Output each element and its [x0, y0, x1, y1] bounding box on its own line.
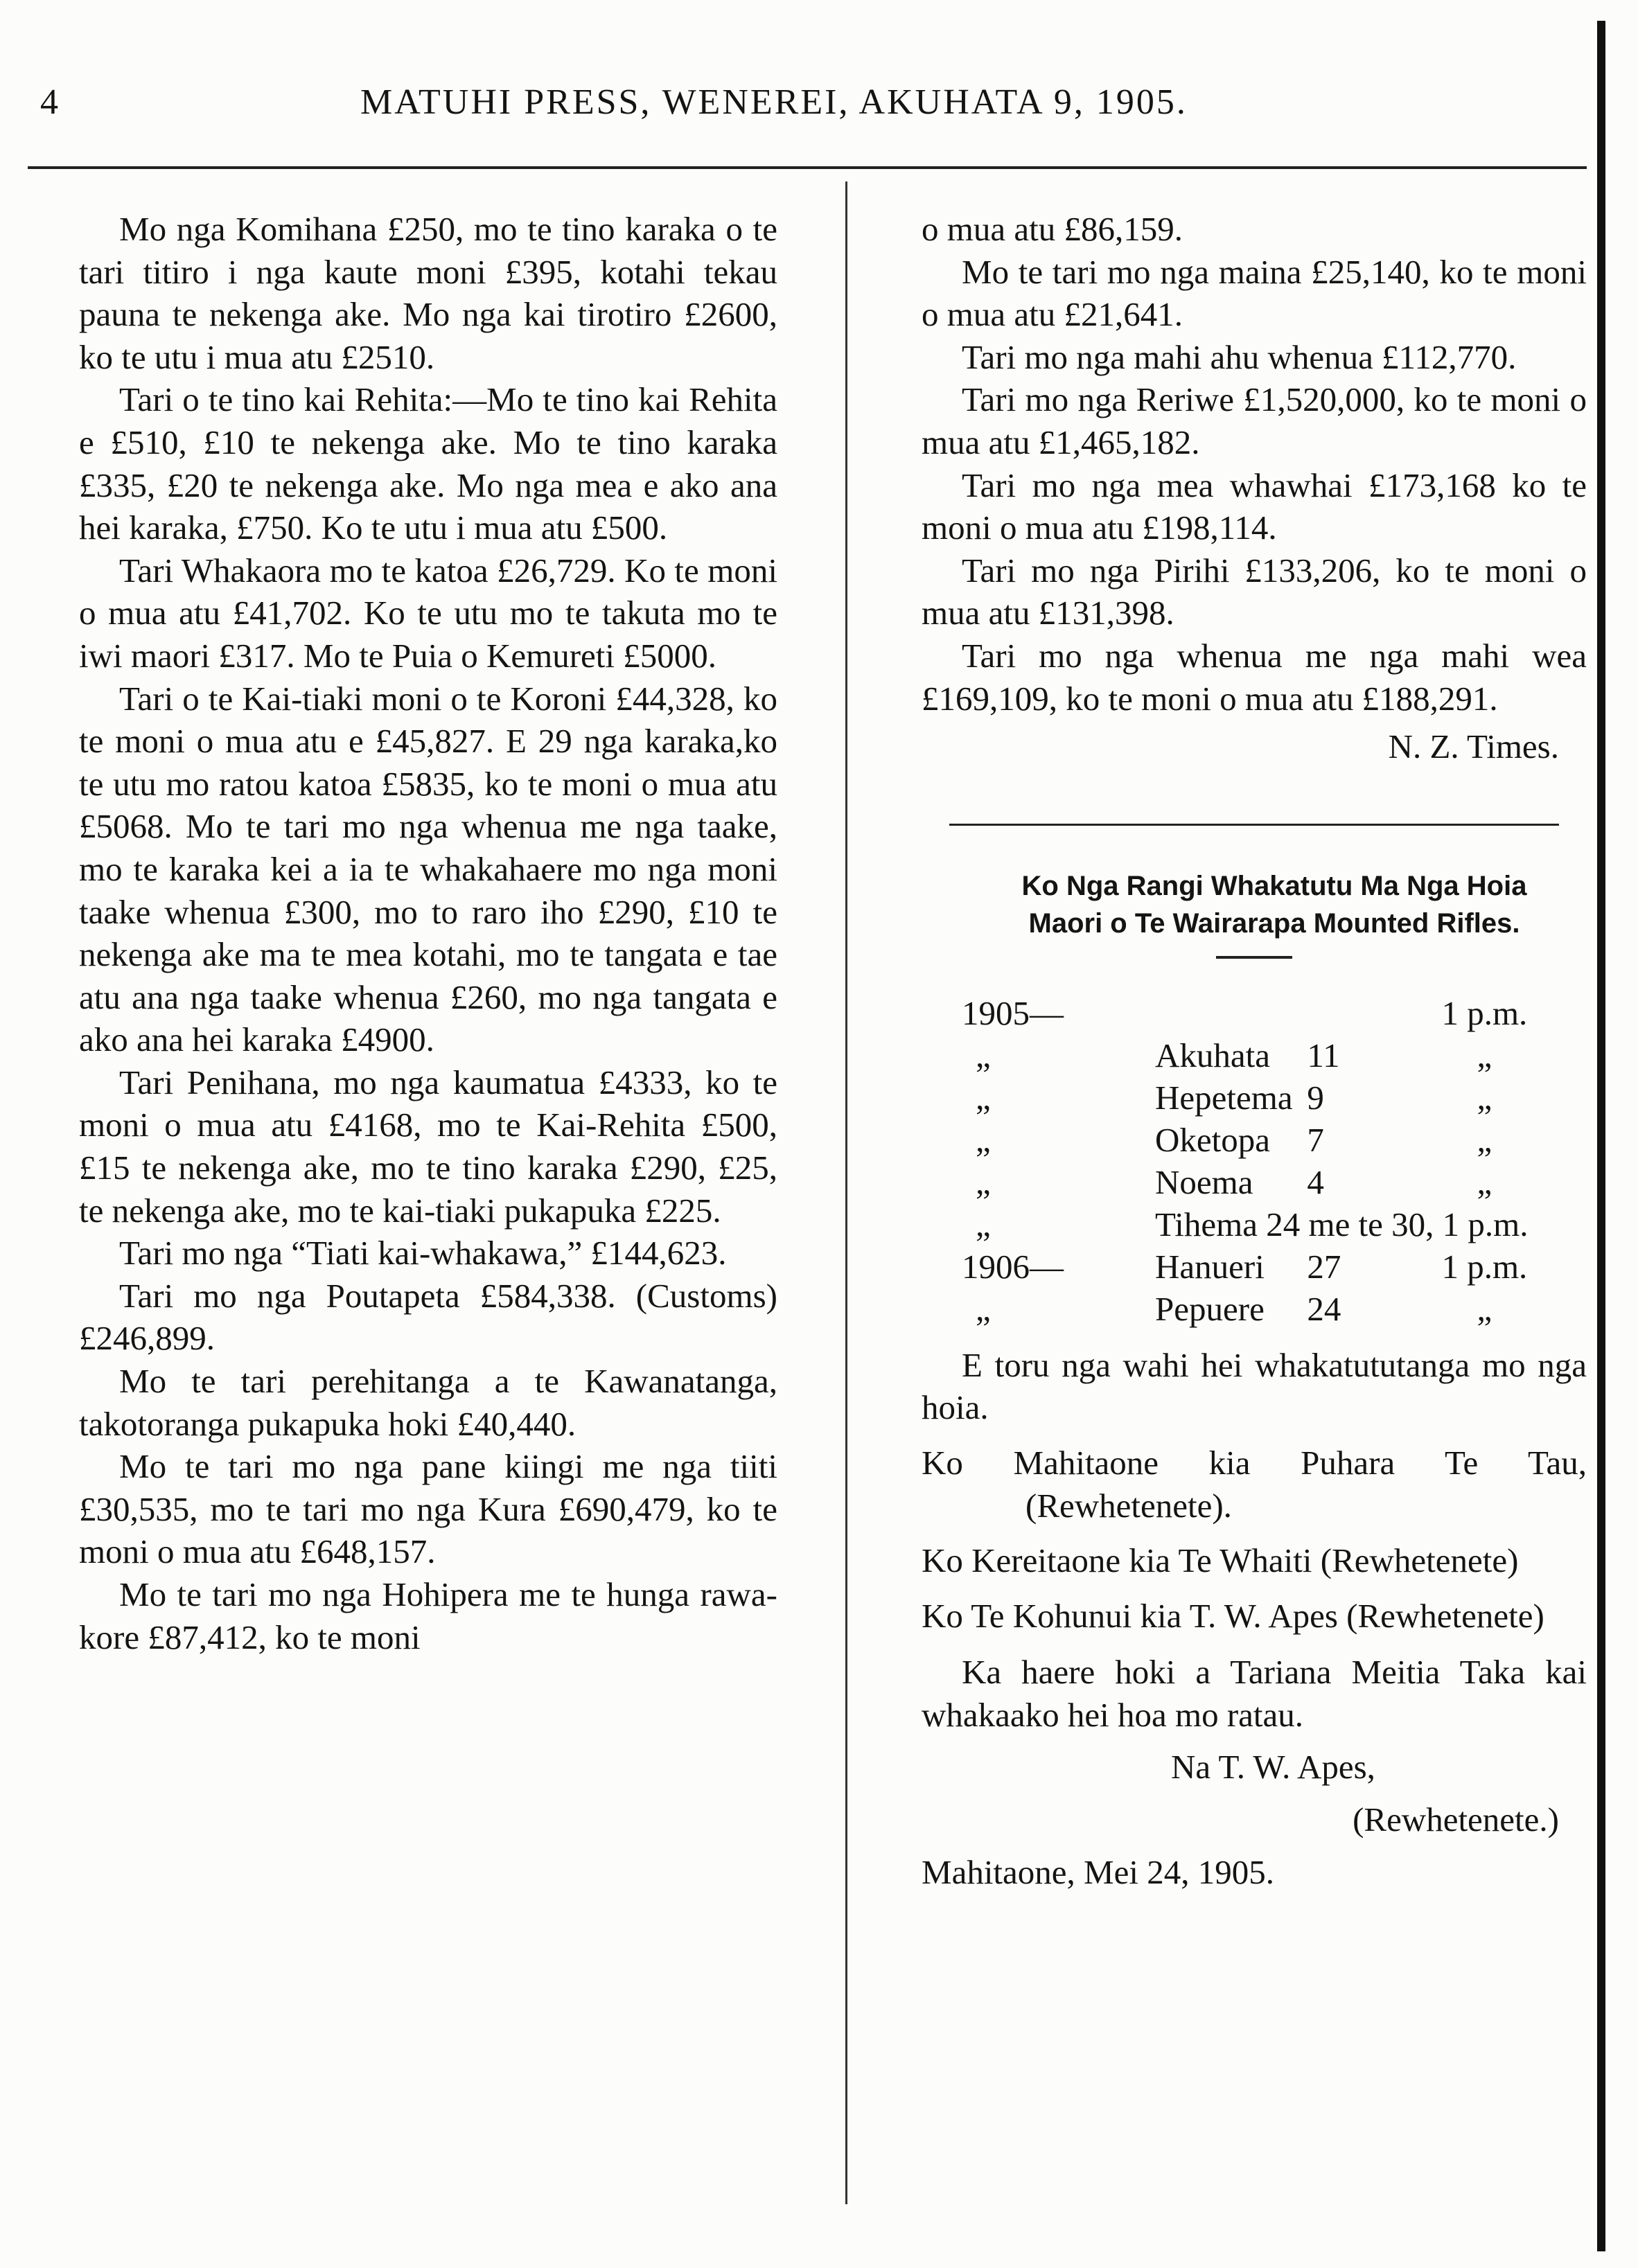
- notice-place: [922, 1595, 1587, 1638]
- schedule-time: „: [1477, 1036, 1492, 1074]
- notice-place: [922, 1539, 1587, 1582]
- schedule-day: 27: [1307, 1247, 1341, 1286]
- schedule-row: [962, 1161, 1587, 1203]
- section-rule: [949, 824, 1559, 826]
- article-paragraph: Tari mo nga Pirihi £133,206, ko te moni o mua atu £131,398.: [922, 551, 1587, 632]
- schedule-row: [962, 1034, 1587, 1077]
- schedule-time: „: [1477, 1120, 1492, 1159]
- schedule-year: „: [976, 1289, 991, 1328]
- notice-rule: [1216, 956, 1292, 959]
- schedule-day: 4: [1307, 1162, 1324, 1201]
- schedule-time: „: [1477, 1162, 1492, 1201]
- schedule-row: [962, 1077, 1587, 1119]
- schedule-time: „: [1477, 1289, 1492, 1328]
- schedule-month: [1155, 992, 1307, 1034]
- schedule-month: Tihema 24 me te 30, 1 p.m.: [1155, 1205, 1529, 1243]
- schedule-row: [962, 992, 1587, 1034]
- schedule-row: [962, 1119, 1587, 1161]
- right-column: [922, 208, 1587, 1893]
- notice-dateline: Mahitaone, Mei 24, 1905.: [922, 1852, 1274, 1891]
- schedule-day: 11: [1307, 1036, 1340, 1074]
- schedule-time: „: [1477, 1078, 1492, 1117]
- article-paragraph: Tari Penihana, mo nga kaumatua £4333, ko te moni o mua atu £4168, mo te Kai-Rehita £500, £15 te nekenga ake, mo te tino karaka £290, £25, te nekenga ake, mo te kai-tiaki pukapuka £225.: [79, 1063, 777, 1230]
- schedule-row: [962, 1288, 1587, 1330]
- schedule-row: [962, 1203, 1587, 1246]
- article-paragraph: Mo nga Komihana £250, mo te tino karaka o te tari titiro i nga kaute moni £395, kotahi tekau pauna te nekenga ake. Mo nga kai tirotiro £2600, ko te utu i mua atu £2510.: [79, 210, 777, 376]
- article-source: N. Z. Times.: [1388, 727, 1559, 766]
- notice-heading-line1: Ko Nga Rangi Whakatutu Ma Nga Hoia: [1021, 870, 1527, 901]
- article-paragraph: Mo te tari mo nga maina £25,140, ko te moni o mua atu £21,641.: [922, 252, 1587, 334]
- article-paragraph: Tari Whakaora mo te katoa £26,729. Ko te moni o mua atu £41,702. Ko te utu mo te takuta mo te iwi maori £317. Mo te Puia o Kemureti £5000.: [79, 551, 777, 675]
- schedule-year: „: [976, 1120, 991, 1159]
- schedule-year: „: [976, 1205, 991, 1243]
- schedule-time: 1 p.m.: [1441, 993, 1528, 1032]
- left-column: [79, 208, 777, 1658]
- page-header-title: MATUHI PRESS, WENEREI, AKUHATA 9, 1905.: [360, 82, 1188, 122]
- schedule-day: 24: [1307, 1289, 1341, 1328]
- schedule-day: [1307, 992, 1382, 1034]
- schedule-day: 9: [1307, 1078, 1324, 1117]
- schedule-month: Oketopa: [1155, 1120, 1271, 1159]
- notice-heading-line2: Maori o Te Wairarapa Mounted Rifles.: [1028, 907, 1520, 939]
- schedule-year: 1905—: [962, 993, 1064, 1032]
- article-paragraph: Tari mo nga “Tiati kai-whakawa,” £144,623.: [119, 1234, 727, 1273]
- schedule-year: „: [976, 1162, 991, 1201]
- schedule-month: Noema: [1155, 1162, 1253, 1201]
- notice-places-intro: E toru nga wahi hei whakatututanga mo nga hoia.: [922, 1345, 1587, 1427]
- schedule-month: Hepetema: [1155, 1078, 1293, 1117]
- page-edge-rule: [1597, 21, 1605, 2251]
- notice-closing: Ka haere hoki a Tariana Meitia Taka kai whakaako hei hoa mo ratau.: [922, 1653, 1587, 1734]
- notice-signature-title: (Rewhetenete.): [1353, 1800, 1559, 1839]
- schedule-month: Pepuere: [1155, 1289, 1265, 1328]
- article-paragraph: Tari mo nga mea whawhai £173,168 ko te moni o mua atu £198,114.: [922, 466, 1587, 547]
- article-paragraph: Tari mo nga Poutapeta £584,338. (Customs) £246,899.: [79, 1276, 777, 1358]
- notice-place: [922, 1442, 1587, 1527]
- schedule-row: [962, 1246, 1587, 1288]
- schedule-month: Hanueri: [1155, 1247, 1265, 1286]
- schedule-year: 1906—: [962, 1247, 1064, 1286]
- header-rule: [28, 166, 1587, 169]
- continued-paragraph: o mua atu £86,159.: [922, 210, 1183, 248]
- page-number: 4: [40, 82, 58, 122]
- notice: [922, 867, 1587, 1894]
- article-paragraph: Mo te tari perehitanga a te Kawanatanga, takotoranga pukapuka hoki £40,440.: [79, 1362, 777, 1443]
- notice-place-text: Ko Te Kohunui kia T. W. Apes (Rewhetenete): [922, 1596, 1544, 1635]
- schedule-day: 7: [1307, 1120, 1324, 1159]
- article-paragraph: Tari o te tino kai Rehita:—Mo te tino kai Rehita e £510, £10 te nekenga ake. Mo te tino karaka £335, £20 te nekenga ake. Mo nga mea e ako ana hei karaka, £750. Ko te utu i mua atu £500.: [79, 380, 777, 547]
- schedule-month: Akuhata: [1155, 1036, 1271, 1074]
- article-paragraph: Tari mo nga whenua me nga mahi wea £169,109, ko te moni o mua atu £188,291.: [922, 636, 1587, 718]
- article-paragraph: Tari o te Kai-tiaki moni o te Koroni £44,328, ko te moni o mua atu e £45,827. E 29 nga karaka,ko te utu mo ratou katoa £5835, ko te moni o mua atu £5068. Mo te tari mo nga whenua me nga taake, mo te karaka kei a ia te whakahaere mo nga moni taake whenua £300, mo to raro iho £290, £10 te nekenga ake ma te mea kotahi, mo te tangata e tae atu ana nga taake whenua £260, mo nga tangata e ako ana hei karaka £4900.: [79, 679, 777, 1059]
- parade-schedule: [962, 992, 1587, 1330]
- schedule-year: „: [976, 1036, 991, 1074]
- article-paragraph: Tari mo nga Reriwe £1,520,000, ko te moni o mua atu £1,465,182.: [922, 380, 1587, 461]
- schedule-time: 1 p.m.: [1441, 1247, 1528, 1286]
- notice-place-text: Ko Mahitaone kia Puhara Te Tau, (Rewhetenete).: [922, 1443, 1587, 1525]
- notice-signature: Na T. W. Apes,: [1171, 1748, 1375, 1787]
- column-divider: [845, 181, 847, 2204]
- article-paragraph: Mo te tari mo nga Hohipera me te hunga rawa-kore £87,412, ko te moni: [79, 1575, 777, 1656]
- notice-place-text: Ko Kereitaone kia Te Whaiti (Rewhetenete): [922, 1541, 1519, 1580]
- article-paragraph: Mo te tari mo nga pane kiingi me nga tiiti £30,535, mo te tari mo nga Kura £690,479, ko te moni o mua atu £648,157.: [79, 1447, 777, 1571]
- schedule-year: „: [976, 1078, 991, 1117]
- article-paragraph: Tari mo nga mahi ahu whenua £112,770.: [962, 337, 1517, 376]
